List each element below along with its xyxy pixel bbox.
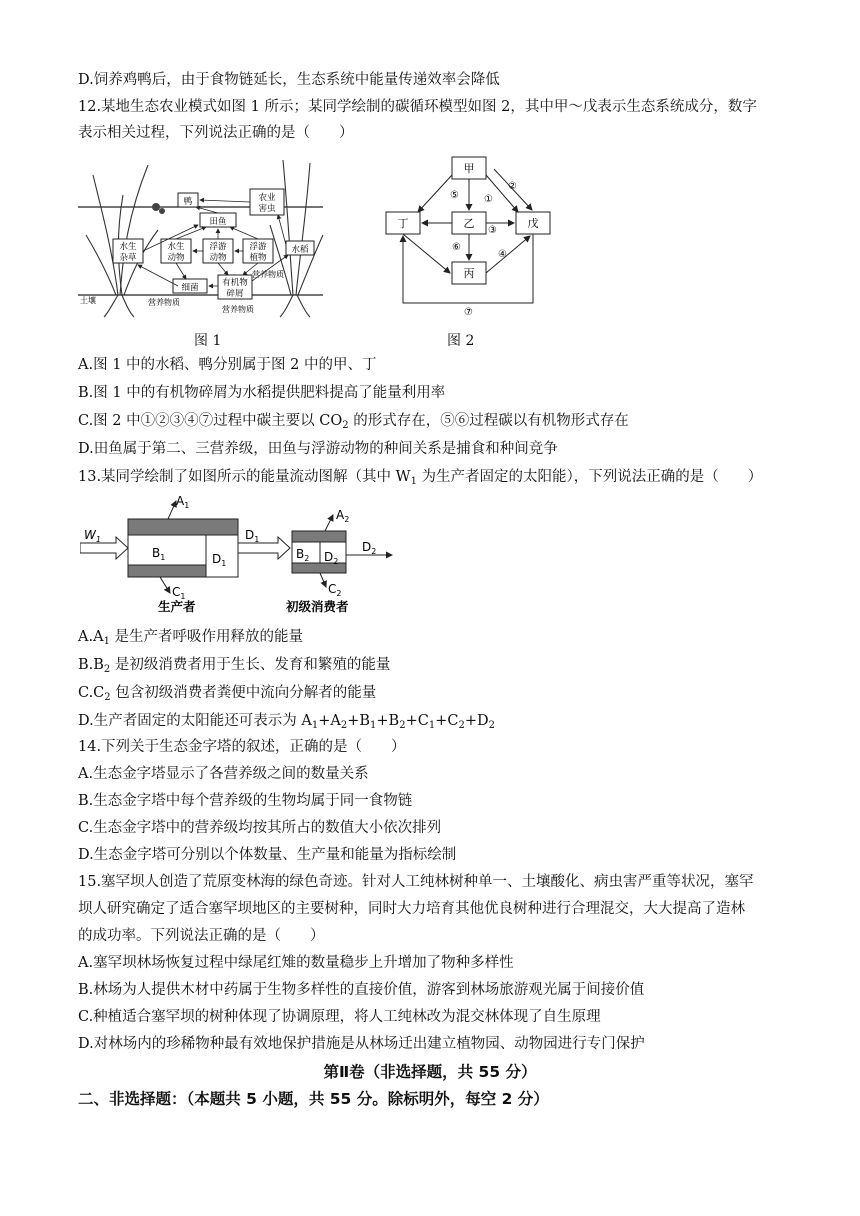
fig1-label-nutrient-3: 营养物质 — [222, 305, 254, 314]
q15-option-a: A.塞罕坝林场恢复过程中绿尾红雉的数量稳步上升增加了物种多样性 — [78, 955, 514, 971]
fig1-label-nutrient-2: 营养物质 — [148, 298, 180, 307]
fig1-label-fish: 田鱼 — [209, 217, 227, 227]
fig1-label-phyto-1: 浮游 — [249, 242, 267, 252]
fig1-label-debris-1: 有机物 — [222, 278, 248, 288]
fig3-d1-box-label: $D_1$ — [212, 552, 227, 568]
q13-option-a: $A.A_1$ 是生产者呼吸作用释放的能量 — [78, 629, 304, 647]
q12-stem-line1: 12.某地生态农业模式如图 1 所示；某同学绘制的碳循环模型如图 2，其中甲～戊表示生态系统成分，数字 — [78, 99, 757, 115]
fig1-label-bacteria: 细菌 — [181, 283, 199, 293]
fig2-node-jia: 甲 — [463, 162, 475, 175]
fig2-num-7: ⑦ — [464, 307, 473, 315]
fig3-d2-arrow-label: $D_2$ — [362, 540, 377, 556]
fig2-num-2: ② — [508, 181, 517, 192]
fig1-label-phyto-2: 植物 — [249, 253, 267, 263]
fig1-label-weed-1: 水生 — [119, 242, 137, 252]
q12-stem-line2: 表示相关过程，下列说法正确的是（ ） — [78, 125, 354, 141]
fig1-label-debris-2: 碎屑 — [226, 289, 244, 299]
fig2-num-5: ⑤ — [450, 190, 459, 201]
section-title: 第Ⅱ卷（非选择题，共 55 分） — [323, 1063, 537, 1081]
fig2-num-3: ③ — [488, 225, 497, 236]
fig1-label-animal-2: 动物 — [167, 253, 185, 263]
fig3-d2-box-label: $D_2$ — [324, 550, 339, 566]
rice-plant-drawing — [270, 160, 323, 317]
fig3-c2-label: $C_2$ — [328, 582, 342, 598]
fig2-num-6: ⑥ — [452, 242, 461, 253]
fig3-b2-label: $B_2$ — [296, 547, 310, 563]
fig1-label-soil: 土壤 — [80, 296, 96, 305]
fig1-label-pest-1: 农业 — [258, 193, 276, 203]
figure-1-eco-agriculture — [78, 155, 328, 320]
fig3-producer-label: 生产者 — [158, 599, 196, 614]
fig1-label-nutrient-1: 营养物质 — [252, 270, 284, 279]
q13-option-b: $B.B_2$ 是初级消费者用于生长、发育和繁殖的能量 — [78, 657, 391, 675]
fig1-label-zoo-2: 动物 — [209, 253, 227, 263]
q12-option-c: C.图 2 中①②③④⑦过程中碳主要以 $CO_2$ 的形式存在，⑤⑥过程碳以有机物形式存在 — [78, 413, 629, 431]
fig1-label-weed-2: 杂草 — [119, 253, 137, 263]
q14-option-c: C.生态金字塔中的营养级均按其所占的数值大小依次排列 — [78, 820, 442, 836]
q15-stem-line1: 15.塞罕坝人创造了荒原变林海的绿色奇迹。针对人工纯林树种单一、土壤酸化、病虫害严重等状况，塞罕 — [78, 874, 754, 890]
fig2-node-bing: 丙 — [463, 267, 475, 280]
fig3-a1-label: $A_1$ — [176, 494, 190, 510]
q15-option-c: C.种植适合塞罕坝的树种体现了协调原理，将人工纯林改为混交林体现了自生原理 — [78, 1009, 601, 1025]
q15-stem-line2: 坝人研究确定了适合塞罕坝地区的主要树种，同时大力培育其他优良树种进行合理混交，大大提高了造林 — [78, 901, 745, 917]
fig3-b1-label: $B_1$ — [152, 546, 166, 562]
figure-2-caption: 图 2 — [447, 333, 475, 349]
q14-option-a: A.生态金字塔显示了各营养级之间的数量关系 — [78, 766, 369, 782]
q15-option-d: D.对林场内的珍稀物种最有效地保护措施是从林场迁出建立植物园、动物园进行专门保护 — [78, 1036, 645, 1052]
q12-option-d: D.田鱼属于第二、三营养级，田鱼与浮游动物的种间关系是捕食和种间竞争 — [78, 441, 558, 457]
fig3-consumer-label: 初级消费者 — [286, 599, 349, 614]
fig2-num-1: ① — [484, 194, 493, 205]
figure-1-caption: 图 1 — [194, 333, 222, 349]
q14-option-d: D.生态金字塔可分别以个体数量、生产量和能量为指标绘制 — [78, 847, 457, 863]
q15-stem-line3: 的成功率。下列说法正确的是（ ） — [78, 928, 325, 944]
q12-option-b: B.图 1 中的有机物碎屑为水稻提供肥料提高了能量利用率 — [78, 385, 446, 401]
q11-option-d: D.饲养鸡鸭后，由于食物链延长，生态系统中能量传递效率会降低 — [78, 72, 500, 88]
fig1-label-duck: 鸭 — [183, 197, 193, 207]
q13-stem: 13.某同学绘制了如图所示的能量流动图解（其中 $W_1$ 为生产者固定的太阳能），下列说法正确的是（ ） — [78, 469, 763, 487]
q12-option-a: A.图 1 中的水稻、鸭分别属于图 2 中的甲、丁 — [78, 357, 377, 373]
part-heading: 二、非选择题：（本题共 5 小题，共 55 分。除标明外，每空 2 分） — [78, 1090, 549, 1108]
q14-stem: 14.下列关于生态金字塔的叙述，正确的是（ ） — [78, 739, 406, 755]
q15-option-b: B.林场为人提供木材中药属于生物多样性的直接价值，游客到林场旅游观光属于间接价值 — [78, 982, 645, 998]
fig3-a2-label: $A_2$ — [336, 508, 350, 524]
q14-option-b: B.生态金字塔中每个营养级的生物均属于同一食物链 — [78, 793, 413, 809]
fig2-node-wu: 戊 — [527, 217, 539, 230]
fig3-w-label: $W_1$ — [84, 528, 101, 544]
fig2-node-ding: 丁 — [397, 217, 409, 230]
fig1-label-zoo-1: 浮游 — [209, 242, 227, 252]
fig1-label-animal-1: 水生 — [167, 242, 185, 252]
q13-option-d: D.生产者固定的太阳能还可表示为 $A_1+A_2+B_1+B_2+C_1+C_2+D_2$ — [78, 713, 495, 731]
figure-2-carbon-cycle — [384, 155, 554, 315]
fig1-label-pest-2: 害虫 — [258, 204, 276, 214]
fig2-num-4: ④ — [498, 249, 507, 260]
figure-3-energy-flow — [80, 493, 410, 615]
fig2-node-yi: 乙 — [463, 217, 475, 230]
fig3-d1-arrow-label: $D_1$ — [245, 528, 260, 544]
fig3-c1-label: $C_1$ — [172, 585, 186, 601]
q13-option-c: $C.C_2$ 包含初级消费者粪便中流向分解者的能量 — [78, 685, 377, 703]
fig1-label-rice: 水稻 — [291, 245, 309, 255]
